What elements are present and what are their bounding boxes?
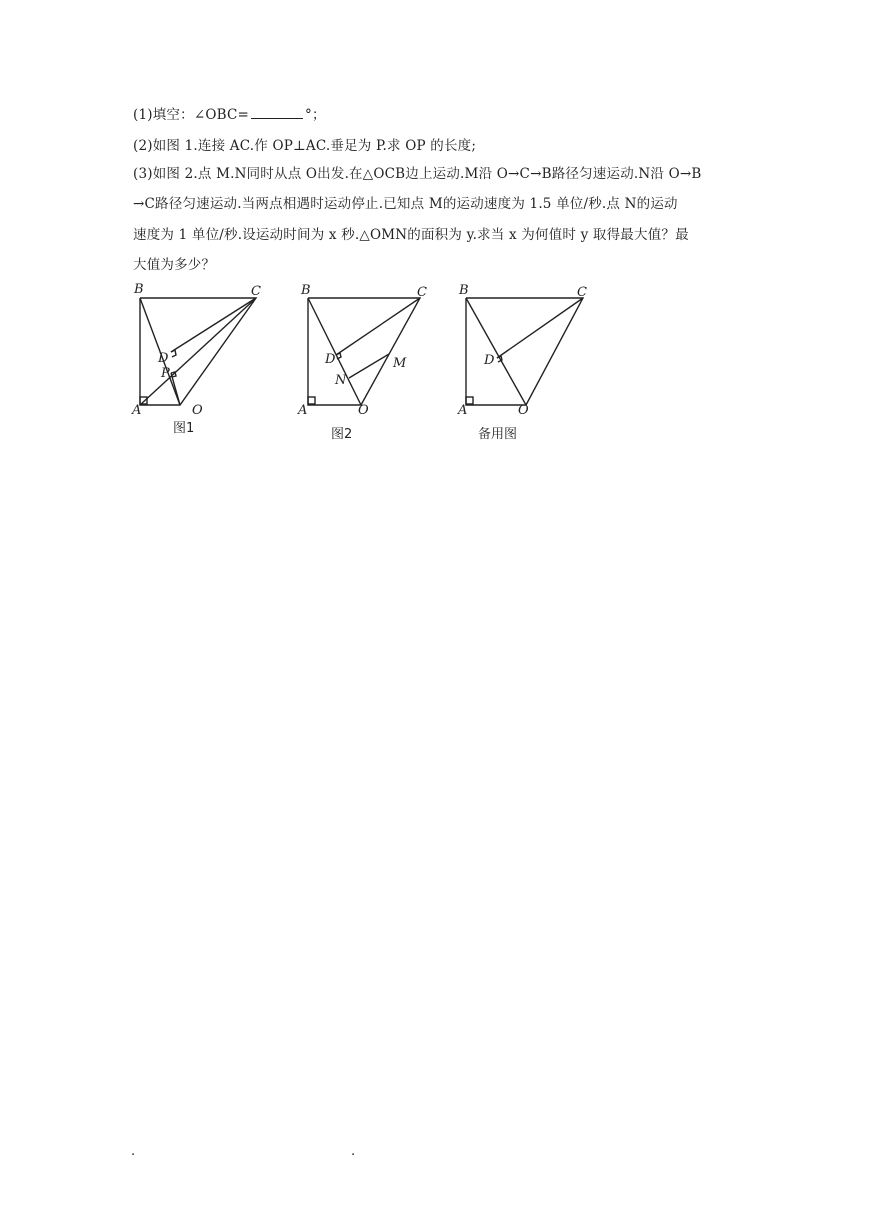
- footer-dot-left: .: [131, 1144, 136, 1159]
- fig1-label-d: D: [158, 351, 169, 366]
- fig2-label-m: M: [393, 356, 407, 371]
- fig3-label-a: A: [458, 403, 468, 418]
- fig2-label-o: O: [358, 403, 369, 418]
- fig1-label-a: A: [132, 403, 142, 418]
- footer-dot-right: .: [351, 1144, 356, 1159]
- fig2-label-n: N: [335, 373, 347, 388]
- fig1-label-p: P: [161, 366, 170, 381]
- fig1-label-c: C: [251, 284, 261, 299]
- question-1-text: (1)填空：∠OBC=: [133, 107, 250, 123]
- fig3-label-o: O: [518, 403, 529, 418]
- figures: [128, 280, 608, 450]
- fig3-label-c: C: [577, 285, 587, 300]
- figure-3-diagram: [466, 298, 583, 405]
- question-3-line-3: 速度为 1 单位/秒.设运动时间为 x 秒.△OMN的面积为 y.求当 x 为何值时 y 取得最大值？最: [133, 227, 689, 243]
- fig2-label-b: B: [301, 283, 311, 298]
- fig2-label-d: D: [325, 352, 336, 367]
- fig1-label-b: B: [134, 282, 144, 297]
- fig2-caption: 图2: [331, 427, 353, 442]
- fig2-label-c: C: [417, 285, 427, 300]
- question-3-line-4: 大值为多少？: [133, 257, 216, 273]
- answer-blank[interactable]: [251, 106, 303, 119]
- question-3-line-2: →C路径匀速运动.当两点相遇时运动停止.已知点 M的运动速度为 1.5 单位/秒.点 N的运动: [133, 196, 678, 212]
- question-2: (2)如图 1.连接 AC.作 OP⊥AC.垂足为 P.求 OP 的长度;: [133, 138, 477, 154]
- fig3-caption: 备用图: [478, 427, 518, 442]
- fig1-label-o: O: [192, 403, 203, 418]
- fig3-label-d: D: [484, 353, 495, 368]
- fig2-label-a: A: [298, 403, 308, 418]
- fig1-caption: 图1: [173, 421, 195, 436]
- question-1-unit: °；: [305, 107, 326, 123]
- question-3-line-1: (3)如图 2.点 M.N同时从点 O出发.在△OCB边上运动.M沿 O→C→B路径匀速运动.N沿 O→B: [133, 166, 702, 182]
- question-1: [133, 106, 326, 124]
- fig3-label-b: B: [459, 283, 469, 298]
